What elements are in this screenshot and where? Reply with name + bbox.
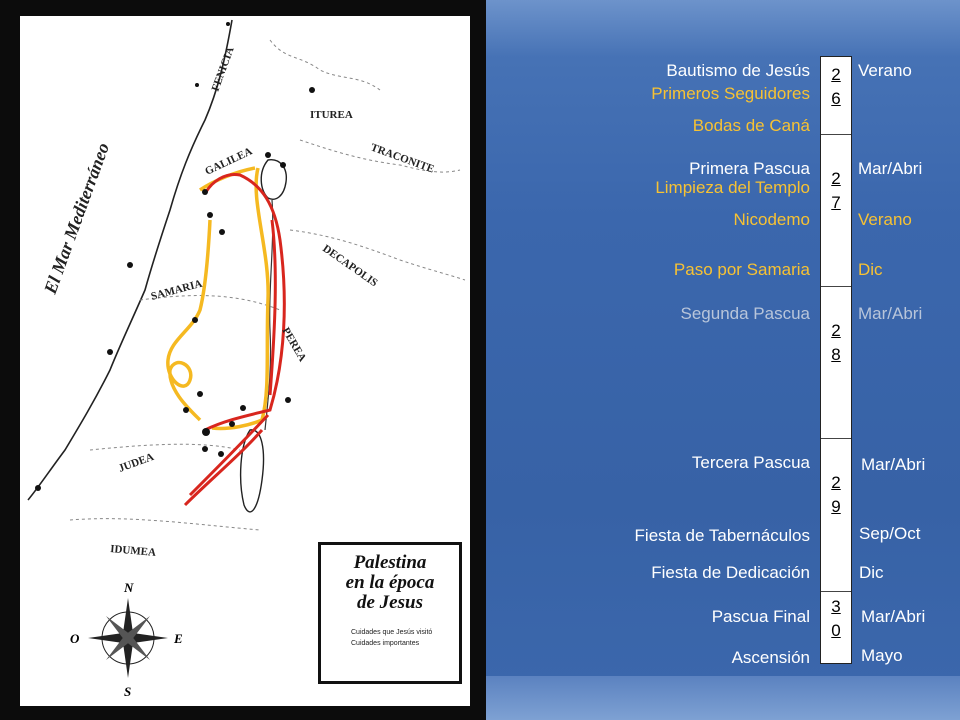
event-paso-samaria: Paso por Samaria xyxy=(673,260,810,279)
season-sepoct: Sep/Oct xyxy=(859,524,921,543)
event-dedicacion: Fiesta de Dedicación xyxy=(651,563,810,582)
season-dic-27: Dic xyxy=(858,260,883,279)
region-judea: JUDEA xyxy=(116,451,156,475)
year-30: 3 0 xyxy=(831,597,841,640)
year-28: 2 8 xyxy=(831,321,841,364)
event-primera-pascua: Primera Pascua xyxy=(689,159,810,178)
region-iturea: ITUREA xyxy=(310,109,353,121)
year-27: 2 7 xyxy=(831,169,841,212)
event-limpieza-templo: Limpieza del Templo xyxy=(655,178,810,197)
season-dic-29: Dic xyxy=(859,563,884,582)
event-segunda-pascua: Segunda Pascua xyxy=(680,304,810,323)
region-galilea: GALILEA xyxy=(203,145,255,178)
year-29: 2 9 xyxy=(831,473,841,516)
event-ascension: Ascensión xyxy=(731,648,810,667)
season-marabri-28: Mar/Abri xyxy=(858,304,923,323)
svg-text:S: S xyxy=(124,684,132,699)
event-tabernaculos: Fiesta de Tabernáculos xyxy=(634,526,810,545)
year-timeline xyxy=(820,56,852,664)
compass-rose xyxy=(70,580,183,699)
region-idumea: IDUMEA xyxy=(109,543,157,559)
region-fenicia: FENICIA xyxy=(209,45,237,94)
svg-text:O: O xyxy=(70,631,80,646)
map-legend-box xyxy=(318,542,462,684)
region-samaria: SAMARIA xyxy=(149,277,204,303)
season-mayo: Mayo xyxy=(861,646,903,665)
season-marabri-27: Mar/Abri xyxy=(858,159,923,178)
region-traconite: TRACONITE xyxy=(368,141,436,176)
season-marabri-30: Mar/Abri xyxy=(861,607,926,626)
season-verano-26: Verano xyxy=(858,61,912,80)
event-bautismo: Bautismo de Jesús xyxy=(666,61,810,80)
map-title-line1: Palestina xyxy=(353,552,427,573)
event-primeros-seguidores: Primeros Seguidores xyxy=(651,84,810,103)
region-decapolis: DECAPOLIS xyxy=(320,242,380,290)
region-perea: PEREA xyxy=(279,325,309,364)
svg-text:N: N xyxy=(124,580,134,595)
event-nicodemo: Nicodemo xyxy=(733,210,810,229)
map-title-line2: en la época xyxy=(345,572,435,593)
season-verano-27: Verano xyxy=(858,210,912,229)
svg-text:E: E xyxy=(174,631,183,646)
sea-label: El Mar Mediterráneo xyxy=(39,140,114,297)
legend-important: Cuidades importantes xyxy=(351,640,420,647)
panel-bottom-band xyxy=(486,676,960,720)
season-marabri-29: Mar/Abri xyxy=(861,455,926,474)
route-yellow-2 xyxy=(168,220,210,420)
event-pascua-final: Pascua Final xyxy=(711,607,810,626)
route-yellow-1 xyxy=(212,168,268,428)
map-title-line3: de Jesus xyxy=(357,592,423,613)
route-red-1 xyxy=(205,174,284,430)
year-26: 2 6 xyxy=(831,65,841,108)
legend-visited: Cuidades que Jesús visitó xyxy=(351,629,433,636)
event-bodas-cana: Bodas de Caná xyxy=(692,116,810,135)
event-tercera-pascua: Tercera Pascua xyxy=(691,453,810,472)
